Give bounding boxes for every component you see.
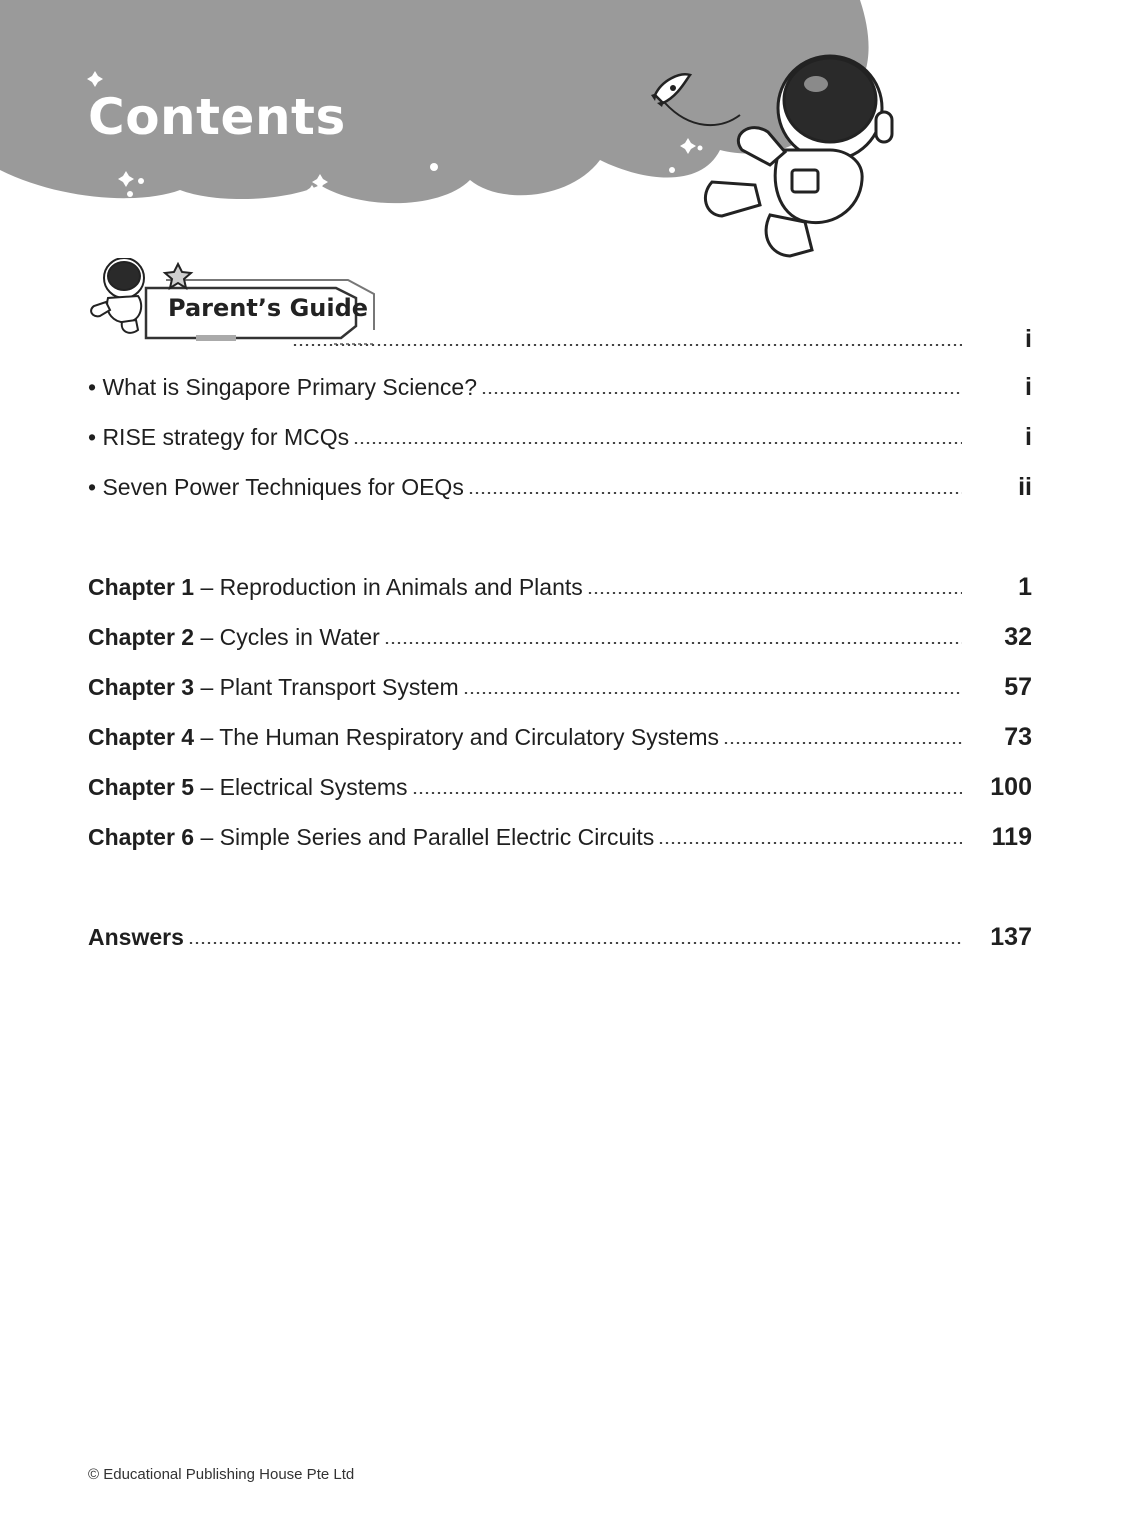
page-number: i bbox=[1025, 373, 1032, 401]
chapter-title: – Simple Series and Parallel Electric Circuits bbox=[194, 824, 655, 850]
chapter-title: – Reproduction in Animals and Plants bbox=[194, 574, 583, 600]
page-number: 137 bbox=[990, 923, 1032, 951]
dot-leader bbox=[353, 442, 962, 444]
entry-title: • RISE strategy for MCQs bbox=[88, 424, 350, 450]
dot-leader bbox=[188, 942, 962, 944]
page-number: i bbox=[1025, 325, 1032, 353]
toc-entry-answers[interactable] bbox=[88, 916, 1032, 952]
dot-leader bbox=[384, 642, 962, 644]
entry-title bbox=[88, 572, 583, 602]
page-number: i bbox=[1025, 423, 1032, 451]
toc-entry-chapter-1[interactable] bbox=[88, 566, 1032, 602]
chapter-number: Chapter 2 bbox=[88, 624, 195, 650]
chapter-title: – Plant Transport System bbox=[194, 674, 459, 700]
page-number: 73 bbox=[1004, 723, 1032, 751]
dot-leader bbox=[468, 492, 962, 494]
entry-title: • What is Singapore Primary Science? bbox=[88, 374, 477, 400]
answers-label: Answers bbox=[88, 924, 184, 950]
chapter-title: – Electrical Systems bbox=[194, 774, 408, 800]
dot-leader bbox=[481, 392, 962, 394]
chapter-number: Chapter 6 bbox=[88, 824, 195, 850]
parents-guide-label: Parent’s Guide bbox=[168, 294, 369, 322]
entry-title bbox=[88, 722, 719, 752]
entry-title bbox=[88, 622, 380, 652]
entry-title: • Seven Power Techniques for OEQs bbox=[88, 474, 464, 500]
star-icon bbox=[165, 264, 191, 288]
dot-leader bbox=[723, 742, 962, 744]
page-number: 119 bbox=[991, 823, 1032, 851]
toc-entry-chapter-4[interactable] bbox=[88, 716, 1032, 752]
toc-entry-guide-item[interactable] bbox=[88, 466, 1032, 502]
dot-leader bbox=[463, 692, 962, 694]
dot-leader bbox=[412, 792, 962, 794]
dot-leader bbox=[587, 592, 962, 594]
page-number: 100 bbox=[990, 773, 1032, 801]
page-number: ii bbox=[1018, 473, 1032, 501]
dot-leader bbox=[658, 842, 962, 844]
page-number: 1 bbox=[1018, 573, 1032, 601]
toc-entry-chapter-5[interactable] bbox=[88, 766, 1032, 802]
chapter-number: Chapter 5 bbox=[88, 774, 195, 800]
toc-entry-parents-guide[interactable] bbox=[292, 318, 1032, 354]
chapter-number: Chapter 4 bbox=[88, 724, 195, 750]
page-title: Contents bbox=[88, 88, 346, 146]
chapter-title: – The Human Respiratory and Circulatory Systems bbox=[194, 724, 720, 750]
toc-entry-chapter-6[interactable] bbox=[88, 816, 1032, 852]
entry-title bbox=[88, 822, 654, 852]
chapter-number: Chapter 3 bbox=[88, 674, 195, 700]
chapter-title: – Cycles in Water bbox=[194, 624, 380, 650]
toc-entry-guide-item[interactable] bbox=[88, 366, 1032, 402]
astronaut-badge-icon bbox=[91, 258, 144, 333]
copyright-footer: © Educational Publishing House Pte Ltd bbox=[88, 1466, 355, 1483]
page-number: 32 bbox=[1004, 623, 1032, 651]
toc-entry-chapter-3[interactable] bbox=[88, 666, 1032, 702]
entry-title bbox=[88, 672, 459, 702]
chapter-number: Chapter 1 bbox=[88, 574, 195, 600]
dot-leader bbox=[292, 344, 962, 346]
toc-entry-chapter-2[interactable] bbox=[88, 616, 1032, 652]
entry-title bbox=[88, 922, 184, 952]
page-number: 57 bbox=[1004, 673, 1032, 701]
toc-entry-guide-item[interactable] bbox=[88, 416, 1032, 452]
entry-title bbox=[88, 772, 408, 802]
